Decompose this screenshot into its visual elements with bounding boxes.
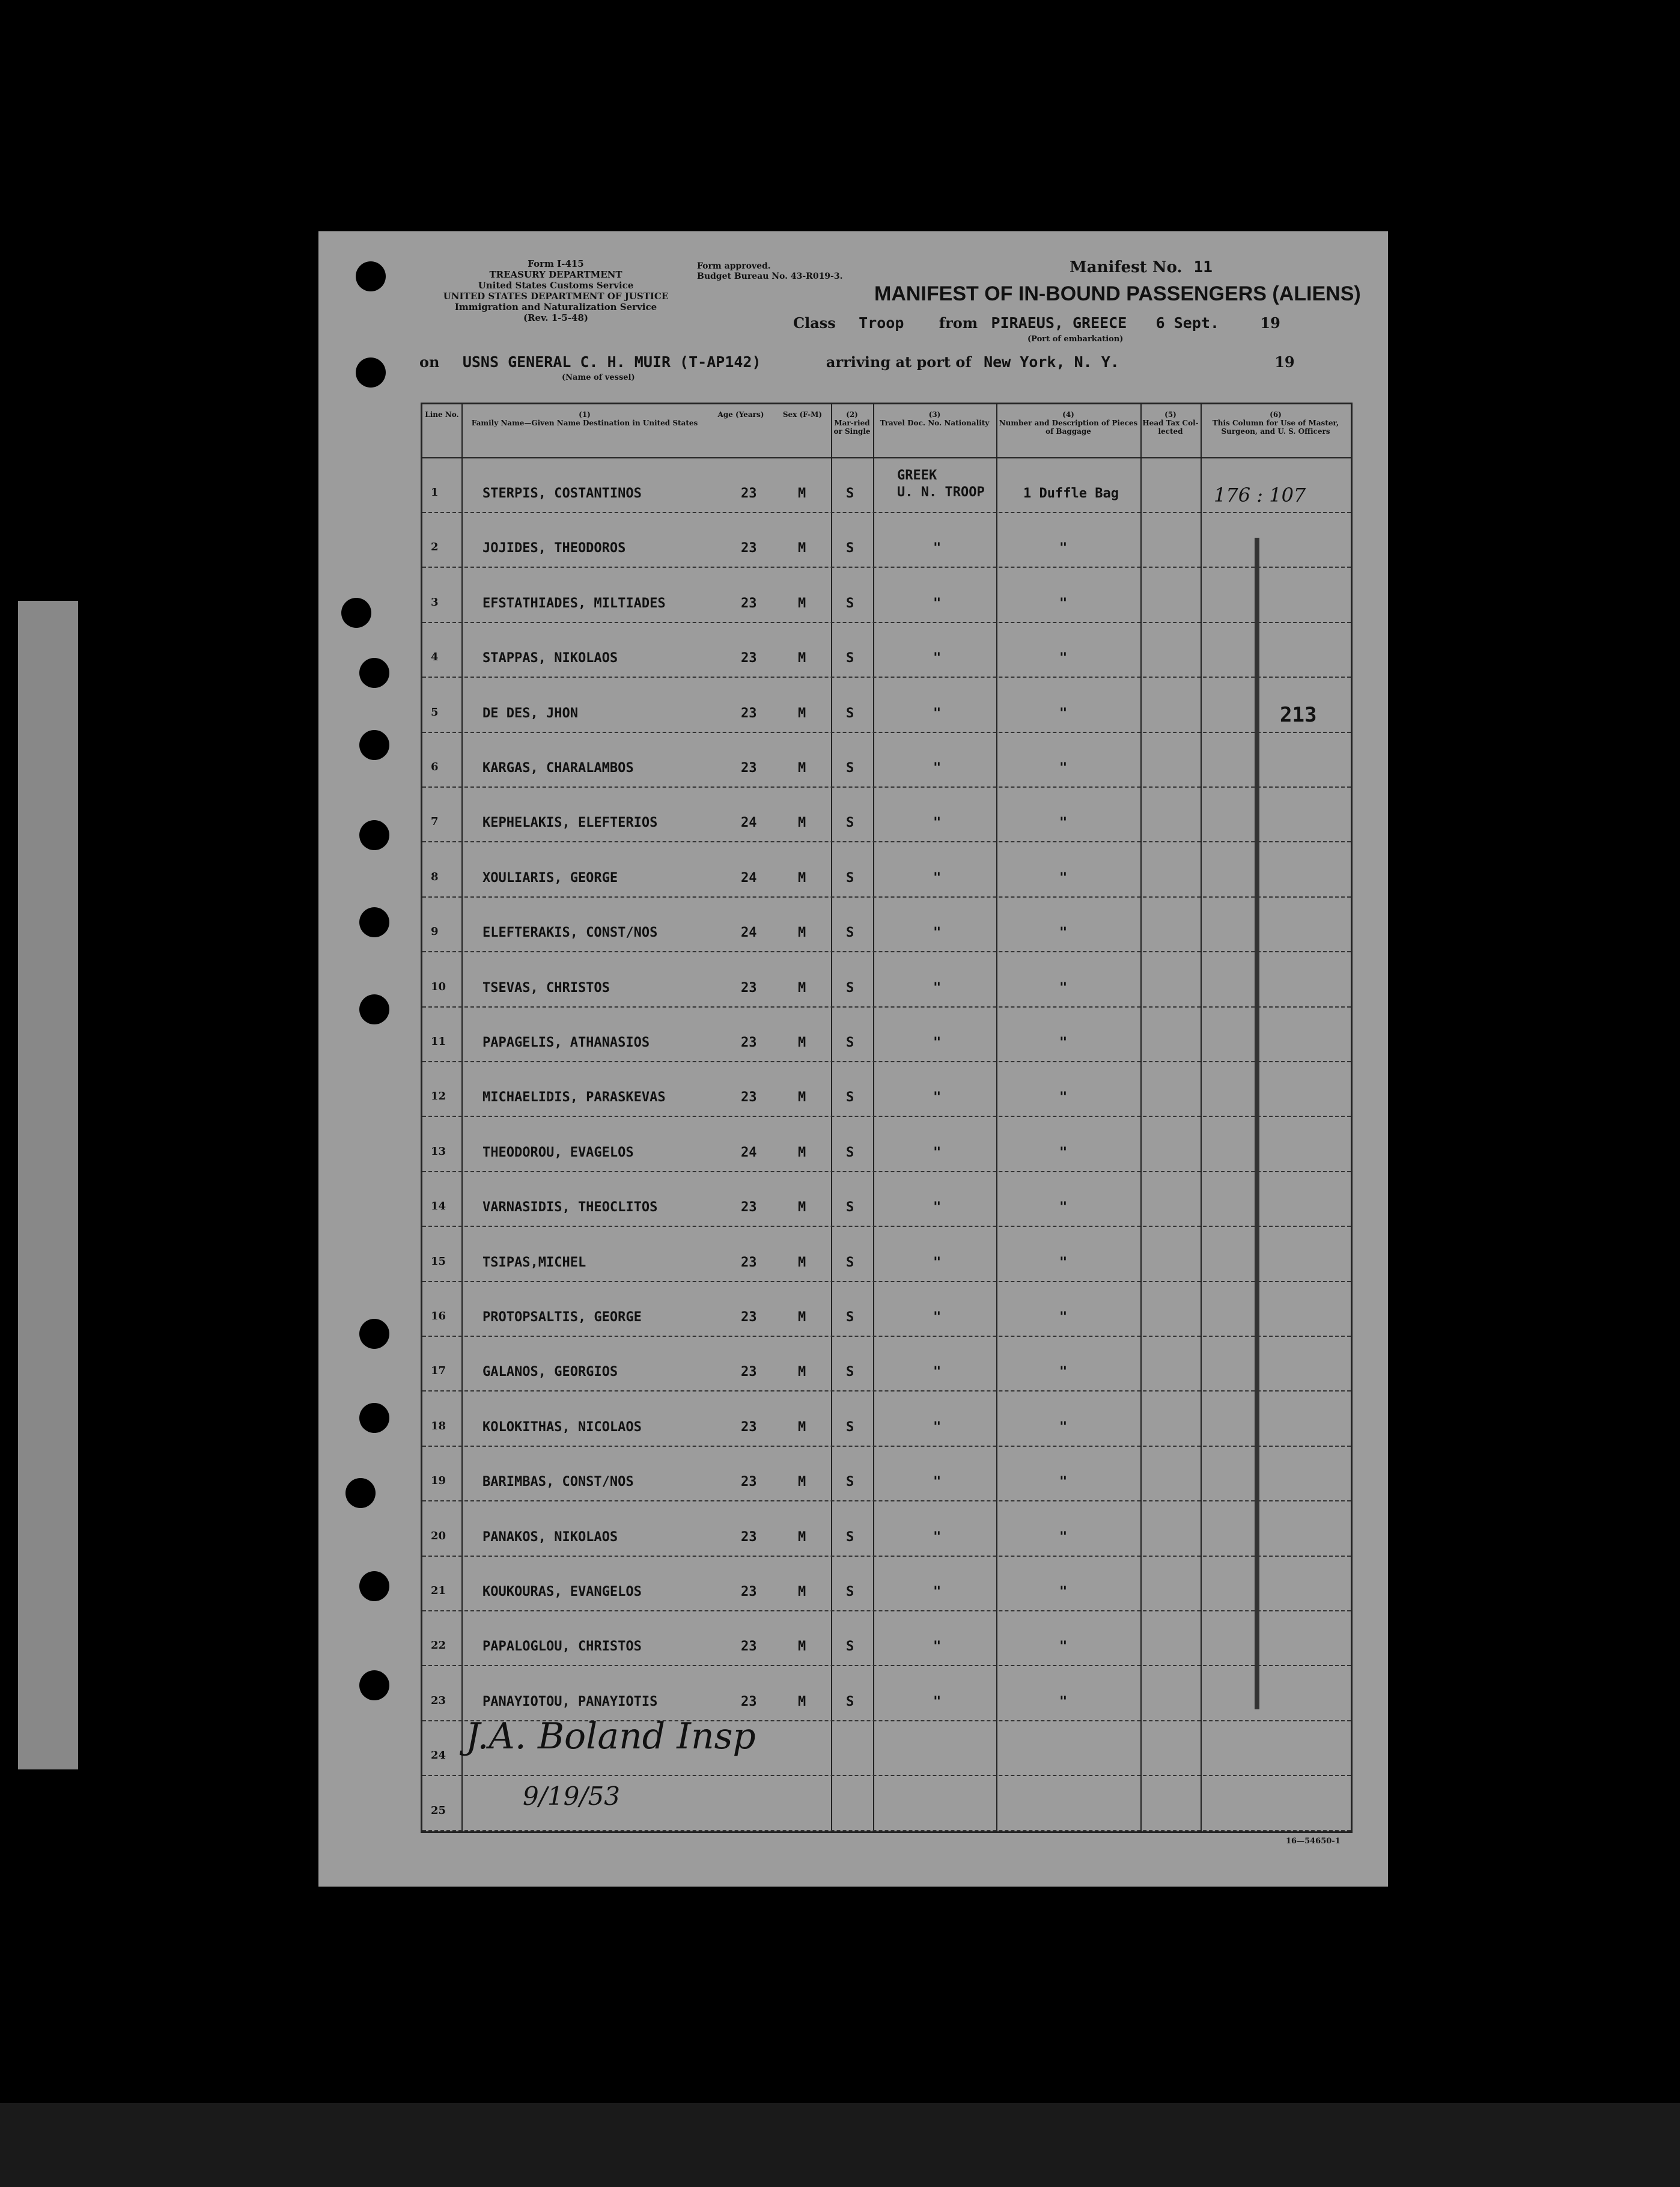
passenger-sex: M: [798, 761, 806, 776]
passenger-name: KOLOKITHAS, NICOLAOS: [482, 1419, 642, 1435]
passenger-age: 23: [741, 1529, 757, 1545]
line-number: 18: [431, 1419, 446, 1432]
line-number: 22: [431, 1639, 446, 1652]
line-number: 12: [431, 1090, 446, 1103]
marital-status: S: [846, 541, 854, 556]
passenger-name: THEODOROU, EVAGELOS: [482, 1145, 634, 1160]
travel-document: ": [933, 1035, 942, 1050]
passenger-sex: M: [798, 1529, 806, 1545]
marital-status: S: [846, 1255, 854, 1270]
baggage: ": [1059, 1200, 1068, 1215]
marital-status: S: [846, 705, 854, 721]
travel-document: ": [933, 541, 942, 556]
marital-status: S: [846, 1419, 854, 1435]
agency-line: United States Customs Service: [478, 280, 634, 291]
underlying-sheet: [18, 601, 78, 1769]
passenger-sex: M: [798, 1639, 806, 1655]
marital-status: S: [846, 1200, 854, 1215]
scan-bottom-band: [0, 2103, 1680, 2187]
passenger-sex: M: [798, 595, 806, 611]
from-label: from: [939, 314, 978, 332]
travel-document: ": [933, 1529, 942, 1545]
passenger-name: KARGAS, CHARALAMBOS: [482, 761, 634, 776]
table-row: [422, 843, 1351, 898]
year-label: 19: [1260, 314, 1280, 332]
table-row: [422, 1337, 1351, 1392]
travel-document: ": [933, 1584, 942, 1599]
col-header-sex: Sex (F-M): [774, 404, 831, 458]
table-row: [422, 623, 1351, 678]
travel-document: ": [933, 1255, 942, 1270]
passenger-age: 23: [741, 1639, 757, 1655]
manifest-label: Manifest No.: [1070, 258, 1182, 276]
travel-document: ": [933, 1200, 942, 1215]
class-line: [793, 314, 1280, 332]
table-row: [422, 513, 1351, 568]
passenger-name: EFSTATHIADES, MILTIADES: [482, 595, 666, 611]
marital-status: S: [846, 1310, 854, 1325]
baggage: ": [1059, 1255, 1068, 1270]
agency-line: TREASURY DEPARTMENT: [489, 269, 622, 280]
punch-hole: [359, 658, 389, 688]
baggage: ": [1059, 870, 1068, 886]
passenger-name: GALANOS, GEORGIOS: [482, 1364, 618, 1380]
passenger-name: ELEFTERAKIS, CONST/NOS: [482, 925, 658, 941]
passenger-age: 24: [741, 815, 757, 831]
embark-caption: (Port of embarkation): [1027, 335, 1124, 344]
marital-status: S: [846, 651, 854, 666]
col-header-officers: (6) This Column for Use of Master, Surgeon, and U. S. Officers: [1201, 404, 1351, 458]
line-number: 5: [431, 705, 439, 719]
passenger-age: 23: [741, 980, 757, 996]
passenger-name: KEPHELAKIS, ELEFTERIOS: [482, 815, 658, 831]
punch-hole: [359, 1319, 389, 1349]
passenger-age: 23: [741, 761, 757, 776]
passenger-age: 23: [741, 1255, 757, 1270]
travel-document: ": [933, 1694, 942, 1709]
punch-hole: [341, 598, 371, 628]
passenger-sex: M: [798, 1090, 806, 1106]
travel-document: ": [933, 980, 942, 996]
form-number: Form I-415: [528, 258, 584, 269]
passenger-age: 23: [741, 486, 757, 501]
line-number: 4: [431, 651, 439, 664]
passenger-age: 23: [741, 651, 757, 666]
table-row: [422, 1118, 1351, 1172]
marital-status: S: [846, 1364, 854, 1380]
table-row: [422, 788, 1351, 842]
line-number: 6: [431, 761, 439, 773]
passenger-age: 23: [741, 1090, 757, 1106]
table-row: [422, 678, 1351, 733]
baggage: ": [1059, 541, 1068, 556]
agency-line: UNITED STATES DEPARTMENT OF JUSTICE: [443, 291, 669, 302]
passenger-age: 23: [741, 1474, 757, 1490]
travel-document: ": [933, 925, 942, 941]
class-label: Class: [793, 314, 836, 332]
arrival-port-value: New York, N. Y.: [984, 353, 1119, 371]
col-header-head-tax: (5) Head Tax Col-lected: [1140, 404, 1201, 458]
page-title: MANIFEST OF IN-BOUND PASSENGERS (ALIENS): [874, 282, 1361, 305]
approval-block: [697, 261, 842, 282]
table-row: [422, 1227, 1351, 1282]
marital-status: S: [846, 595, 854, 611]
col-header-name: (1) Family Name—Given Name Destination in United States: [461, 404, 708, 458]
baggage: ": [1059, 1419, 1068, 1435]
passenger-sex: M: [798, 486, 806, 501]
vessel-value: USNS GENERAL C. H. MUIR (T-AP142): [462, 353, 761, 371]
baggage: ": [1059, 1694, 1068, 1709]
travel-document: ": [933, 1474, 942, 1490]
travel-document: ": [933, 651, 942, 666]
passenger-name: STERPIS, COSTANTINOS: [482, 486, 642, 501]
passenger-name: XOULIARIS, GEORGE: [482, 870, 618, 886]
manifest-number: [1070, 258, 1213, 276]
passenger-name: KOUKOURAS, EVANGELOS: [482, 1584, 642, 1599]
baggage: ": [1059, 925, 1068, 941]
passenger-sex: M: [798, 705, 806, 721]
passenger-name: PAPALOGLOU, CHRISTOS: [482, 1639, 642, 1655]
baggage: ": [1059, 815, 1068, 831]
travel-document: GREEK U. N. TROOP: [897, 468, 985, 500]
passenger-sex: M: [798, 1255, 806, 1270]
table-row: [422, 1502, 1351, 1557]
line-number: 16: [431, 1310, 446, 1322]
passenger-age: 24: [741, 1145, 757, 1160]
marital-status: S: [846, 486, 854, 501]
line-number: 19: [431, 1474, 446, 1488]
table-row: [422, 568, 1351, 623]
travel-document: ": [933, 705, 942, 721]
table-row: [422, 733, 1351, 788]
passenger-sex: M: [798, 541, 806, 556]
marital-status: S: [846, 1639, 854, 1655]
passenger-name: PANAYIOTOU, PANAYIOTIS: [482, 1694, 658, 1709]
table-row: [422, 1667, 1351, 1721]
passenger-sex: M: [798, 925, 806, 941]
passenger-name: PROTOPSALTIS, GEORGE: [482, 1310, 642, 1325]
punch-hole: [359, 820, 389, 850]
baggage: ": [1059, 1529, 1068, 1545]
travel-document: ": [933, 870, 942, 886]
passenger-age: 23: [741, 1310, 757, 1325]
approval-line: Budget Bureau No. 43-R019-3.: [697, 272, 843, 281]
line-number: 2: [431, 541, 439, 554]
passenger-sex: M: [798, 1474, 806, 1490]
inspector-signature: J.A. Boland Insp: [466, 1715, 756, 1757]
baggage: ": [1059, 651, 1068, 666]
punch-hole: [356, 357, 386, 388]
passenger-name: DE DES, JHON: [482, 705, 578, 721]
manifest-value: 11: [1193, 258, 1213, 276]
on-label: on: [419, 353, 440, 371]
manifest-page: [318, 231, 1388, 1887]
marital-status: S: [846, 761, 854, 776]
passenger-sex: M: [798, 1145, 806, 1160]
col-header-baggage: (4) Number and Description of Pieces of Baggage: [996, 404, 1140, 458]
line-number: 17: [431, 1364, 446, 1378]
travel-document: ": [933, 1639, 942, 1655]
approval-line: Form approved.: [697, 261, 771, 271]
marital-status: S: [846, 1145, 854, 1160]
baggage: 1 Duffle Bag: [1023, 486, 1119, 501]
marital-status: S: [846, 1584, 854, 1599]
passenger-name: VARNASIDIS, THEOCLITOS: [482, 1200, 658, 1215]
travel-document: ": [933, 595, 942, 611]
marital-status: S: [846, 1529, 854, 1545]
officer-vertical-mark: [1255, 538, 1259, 1709]
passenger-sex: M: [798, 1200, 806, 1215]
passenger-sex: M: [798, 1584, 806, 1599]
passenger-age: 23: [741, 1419, 757, 1435]
baggage: ": [1059, 705, 1068, 721]
table-row: [422, 1557, 1351, 1611]
passenger-name: TSIPAS,MICHEL: [482, 1255, 586, 1270]
passenger-name: PANAKOS, NIKOLAOS: [482, 1529, 618, 1545]
passenger-name: TSEVAS, CHRISTOS: [482, 980, 610, 996]
table-row: [422, 953, 1351, 1008]
table-row: [422, 898, 1351, 952]
baggage: ": [1059, 1145, 1068, 1160]
line-number: 11: [431, 1035, 446, 1048]
baggage: ": [1059, 761, 1068, 776]
line-number: 15: [431, 1255, 446, 1268]
embark-date-value: 6 Sept.: [1155, 314, 1220, 332]
marital-status: S: [846, 980, 854, 996]
line-number: 9: [431, 925, 439, 938]
passenger-age: 23: [741, 1694, 757, 1709]
line-number: 1: [431, 486, 439, 499]
line-number: 7: [431, 815, 439, 829]
agency-line: Immigration and Naturalization Service: [454, 302, 657, 312]
baggage: ": [1059, 980, 1068, 996]
baggage: ": [1059, 1310, 1068, 1325]
travel-document: ": [933, 1090, 942, 1106]
line-number: 14: [431, 1200, 446, 1213]
travel-document: ": [933, 1364, 942, 1380]
punch-hole: [345, 1478, 376, 1508]
year-label: 19: [1274, 353, 1295, 371]
line-number: 8: [431, 870, 439, 883]
officer-stamp-number: 213: [1280, 703, 1317, 727]
punch-hole: [356, 261, 386, 291]
marital-status: S: [846, 1090, 854, 1106]
passenger-age: 23: [741, 1584, 757, 1599]
footer-code: 16—54650-1: [1286, 1837, 1341, 1846]
passenger-name: MICHAELIDIS, PARASKEVAS: [482, 1090, 666, 1106]
travel-document: ": [933, 815, 942, 831]
passenger-sex: M: [798, 815, 806, 831]
marital-status: S: [846, 1694, 854, 1709]
punch-hole: [359, 1670, 389, 1700]
baggage: ": [1059, 1035, 1068, 1050]
baggage: ": [1059, 1364, 1068, 1380]
vessel-caption: (Name of vessel): [562, 373, 635, 382]
baggage: ": [1059, 1474, 1068, 1490]
arriving-label: arriving at port of: [826, 353, 972, 371]
passenger-table: [421, 403, 1353, 1833]
passenger-sex: M: [798, 1419, 806, 1435]
passenger-age: 24: [741, 870, 757, 886]
baggage: ": [1059, 1639, 1068, 1655]
passenger-sex: M: [798, 651, 806, 666]
punch-hole: [359, 730, 389, 760]
vessel-line: [419, 353, 1295, 371]
travel-document: ": [933, 1145, 942, 1160]
passenger-age: 23: [741, 541, 757, 556]
baggage: ": [1059, 1584, 1068, 1599]
passenger-name: PAPAGELIS, ATHANASIOS: [482, 1035, 650, 1050]
punch-hole: [359, 994, 389, 1024]
line-number: 10: [431, 980, 446, 993]
line-number: 20: [431, 1529, 446, 1542]
col-header-married: (2) Mar-ried or Single: [831, 404, 873, 458]
travel-document: ": [933, 1419, 942, 1435]
marital-status: S: [846, 815, 854, 831]
travel-document: ": [933, 1310, 942, 1325]
line-number: 25: [431, 1804, 446, 1817]
line-number: 21: [431, 1584, 446, 1597]
passenger-age: 23: [741, 595, 757, 611]
passenger-name: STAPPAS, NIKOLAOS: [482, 651, 618, 666]
embark-port-value: PIRAEUS, GREECE: [991, 314, 1127, 332]
baggage: ": [1059, 595, 1068, 611]
table-row: [422, 1611, 1351, 1666]
passenger-sex: M: [798, 1310, 806, 1325]
col-header-line: Line No.: [422, 404, 461, 458]
passenger-age: 23: [741, 1200, 757, 1215]
punch-hole: [359, 907, 389, 937]
table-row: [422, 1392, 1351, 1447]
passenger-name: JOJIDES, THEODOROS: [482, 541, 626, 556]
passenger-sex: M: [798, 980, 806, 996]
passenger-sex: M: [798, 1035, 806, 1050]
line-number: 3: [431, 595, 439, 609]
passenger-age: 23: [741, 1364, 757, 1380]
revision-line: (Rev. 1-5-48): [523, 312, 589, 323]
table-row: [422, 1172, 1351, 1227]
line-number: 24: [431, 1749, 446, 1762]
table-row: [422, 1282, 1351, 1337]
marital-status: S: [846, 925, 854, 941]
marital-status: S: [846, 1474, 854, 1490]
officer-note: 176 : 107: [1214, 484, 1306, 506]
baggage: ": [1059, 1090, 1068, 1106]
table-row: [422, 458, 1351, 513]
punch-hole: [359, 1403, 389, 1433]
passenger-sex: M: [798, 1694, 806, 1709]
class-value: Troop: [859, 314, 904, 332]
table-row: [422, 1447, 1351, 1501]
punch-hole: [359, 1571, 389, 1601]
line-number: 13: [431, 1145, 446, 1158]
marital-status: S: [846, 1035, 854, 1050]
marital-status: S: [846, 870, 854, 886]
passenger-age: 23: [741, 1035, 757, 1050]
passenger-sex: M: [798, 1364, 806, 1380]
form-agency-block: [415, 258, 697, 323]
table-row: [422, 1008, 1351, 1062]
table-row: [422, 1062, 1351, 1117]
passenger-age: 23: [741, 705, 757, 721]
signature-date: 9/19/53: [523, 1781, 620, 1811]
line-number: 23: [431, 1694, 446, 1707]
passenger-name: BARIMBAS, CONST/NOS: [482, 1474, 634, 1490]
travel-document: ": [933, 761, 942, 776]
passenger-age: 24: [741, 925, 757, 941]
passenger-sex: M: [798, 870, 806, 886]
col-header-travel-doc: (3) Travel Doc. No. Nationality: [873, 404, 996, 458]
col-header-age: Age (Years): [708, 404, 774, 458]
